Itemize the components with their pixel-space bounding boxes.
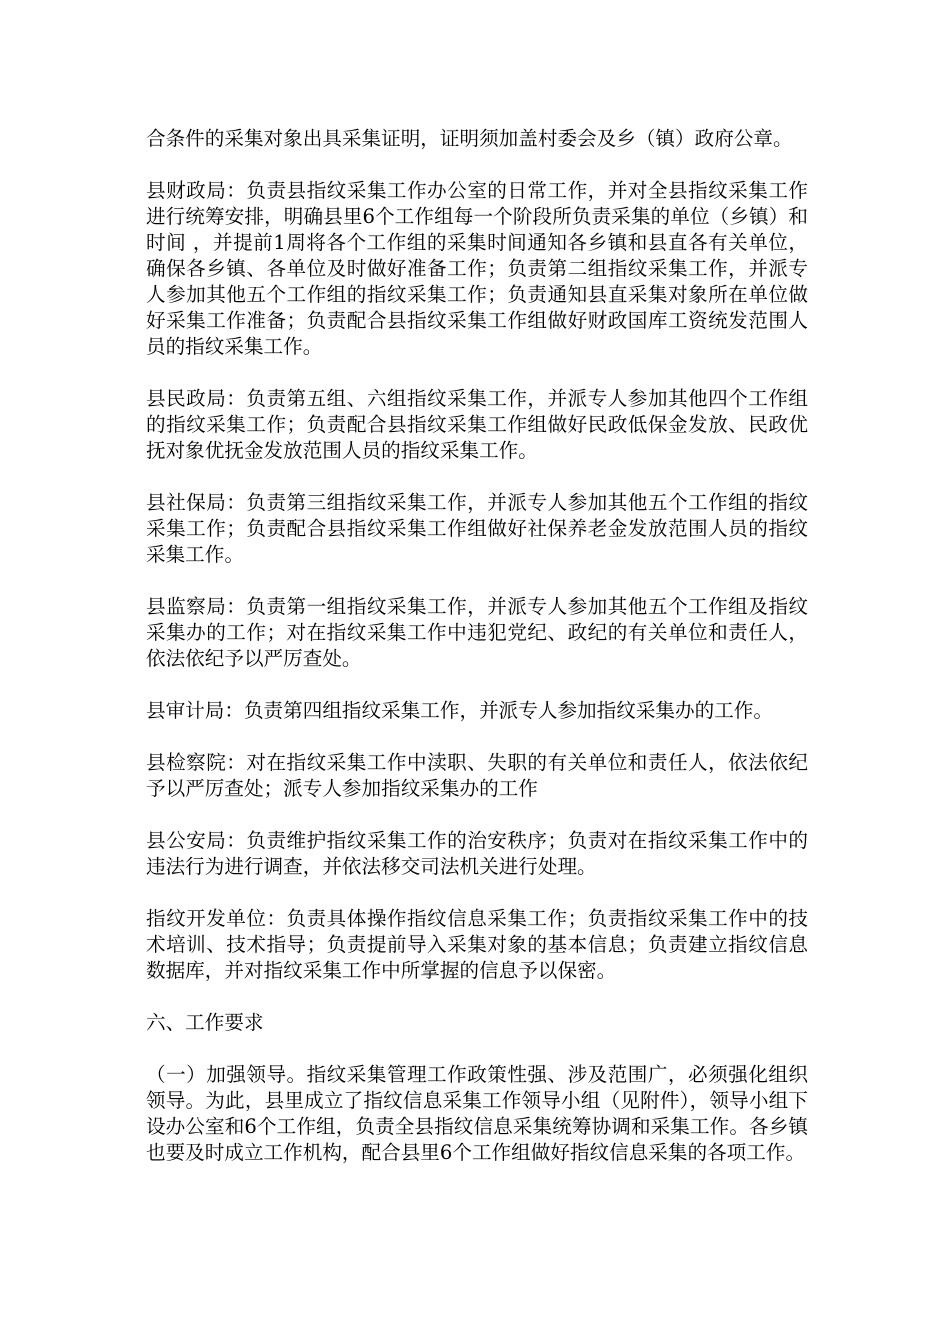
paragraph-supervision-bureau: 县监察局：负责第一组指纹采集工作，并派专人参加其他五个工作组及指纹采集办的工作；对在指纹采集工作中违犯党纪、政纪的有关单位和责任人，依法依纪予以严厉查处。	[146, 595, 808, 670]
paragraph-procuratorate: 县检察院：对在指纹采集工作中渎职、失职的有关单位和责任人，依法依纪予以严厉查处；派专人参加指纹采集办的工作	[146, 751, 808, 800]
section-heading: 六、工作要求	[146, 1011, 264, 1034]
paragraph-audit-bureau: 县审计局：负责第四组指纹采集工作，并派专人参加指纹采集办的工作。	[146, 699, 773, 722]
paragraph-finance-bureau: 县财政局：负责县指纹采集工作办公室的日常工作，并对全县指纹采集工作进行统筹安排，明确县里6个工作组每一个阶段所负责采集的单位（乡镇）和时间 ，并提前1周将各个工作组的采集时间通知各乡镇和县直各有关单位，确保各乡镇、各单位及时做好准备工作；负责第二组指纹采集工作，并派专人参加其他五个工作组的指纹采集工作；负责通知县直采集对象所在单位做好采集工作准备；负责配合县指纹采集工作组做好财政国库工资统发范围人员的指纹采集工作。	[146, 179, 808, 358]
paragraph-civil-affairs-bureau: 县民政局：负责第五组、六组指纹采集工作，并派专人参加其他四个工作组的指纹采集工作；负责配合县指纹采集工作组做好民政低保金发放、民政优抚对象优抚金发放范围人员的指纹采集工作。	[146, 387, 808, 462]
document-body	[146, 126, 808, 1192]
paragraph-strengthen-leadership: （一）加强领导。指纹采集管理工作政策性强、涉及范围广，必须强化组织领导。为此，县里成立了指纹信息采集工作领导小组（见附件），领导小组下设办公室和6个工作组，负责全县指纹信息采集统筹协调和采集工作。各乡镇也要及时成立工作机构，配合县里6个工作组做好指纹信息采集的各项工作。	[146, 1063, 808, 1164]
paragraph-collection-certificate: 合条件的采集对象出具采集证明，证明须加盖村委会及乡（镇）政府公章。	[146, 127, 793, 150]
paragraph-public-security-bureau: 县公安局：负责维护指纹采集工作的治安秩序；负责对在指纹采集工作中的违法行为进行调查，并依法移交司法机关进行处理。	[146, 829, 808, 878]
paragraph-social-security-bureau: 县社保局：负责第三组指纹采集工作，并派专人参加其他五个工作组的指纹采集工作；负责配合县指纹采集工作组做好社保养老金发放范围人员的指纹采集工作。	[146, 491, 808, 566]
paragraph-fingerprint-developer: 指纹开发单位：负责具体操作指纹信息采集工作；负责指纹采集工作中的技术培训、技术指导；负责提前导入采集对象的基本信息；负责建立指纹信息数据库，并对指纹采集工作中所掌握的信息予以保密。	[146, 907, 808, 982]
